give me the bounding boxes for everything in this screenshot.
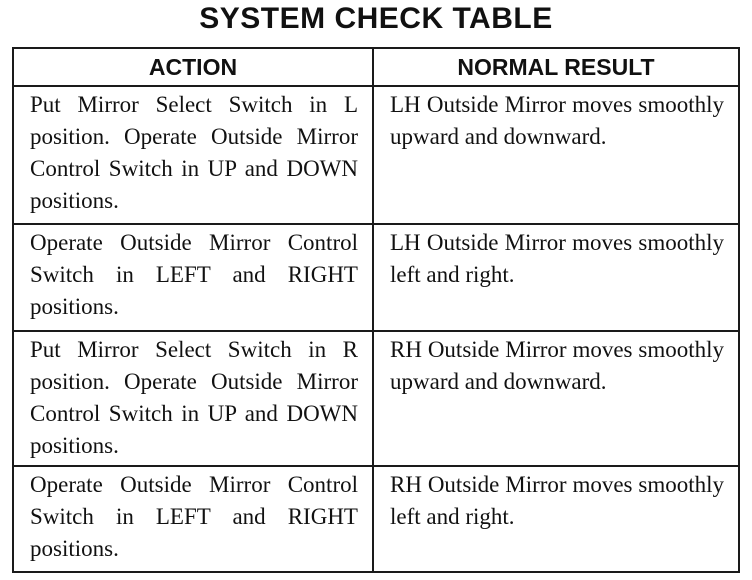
result-cell: RH Outside Mirror moves smoothly left and right.	[373, 466, 739, 572]
result-cell: LH Outside Mirror moves smoothly upward and downward.	[373, 86, 739, 224]
column-header-action: ACTION	[13, 48, 373, 86]
result-cell: LH Outside Mirror moves smoothly left and right.	[373, 224, 739, 331]
action-cell: Operate Outside Mirror Control Switch in LEFT and RIGHT positions.	[13, 224, 373, 331]
page-title: SYSTEM CHECK TABLE	[199, 2, 553, 35]
table-row	[13, 86, 739, 224]
action-cell: Operate Outside Mirror Control Switch in LEFT and RIGHT positions.	[13, 466, 373, 572]
table-row	[13, 331, 739, 466]
action-cell: Put Mirror Select Switch in R position. Operate Outside Mirror Control Switch in UP and DOWN positions.	[13, 331, 373, 466]
result-cell: RH Outside Mirror moves smoothly upward and downward.	[373, 331, 739, 466]
table-row	[13, 466, 739, 572]
system-check-table	[12, 47, 740, 573]
table-header-row	[13, 48, 739, 86]
column-header-normal-result: NORMAL RESULT	[373, 48, 739, 86]
action-cell: Put Mirror Select Switch in L position. Operate Outside Mirror Control Switch in UP and DOWN positions.	[13, 86, 373, 224]
table-row	[13, 224, 739, 331]
